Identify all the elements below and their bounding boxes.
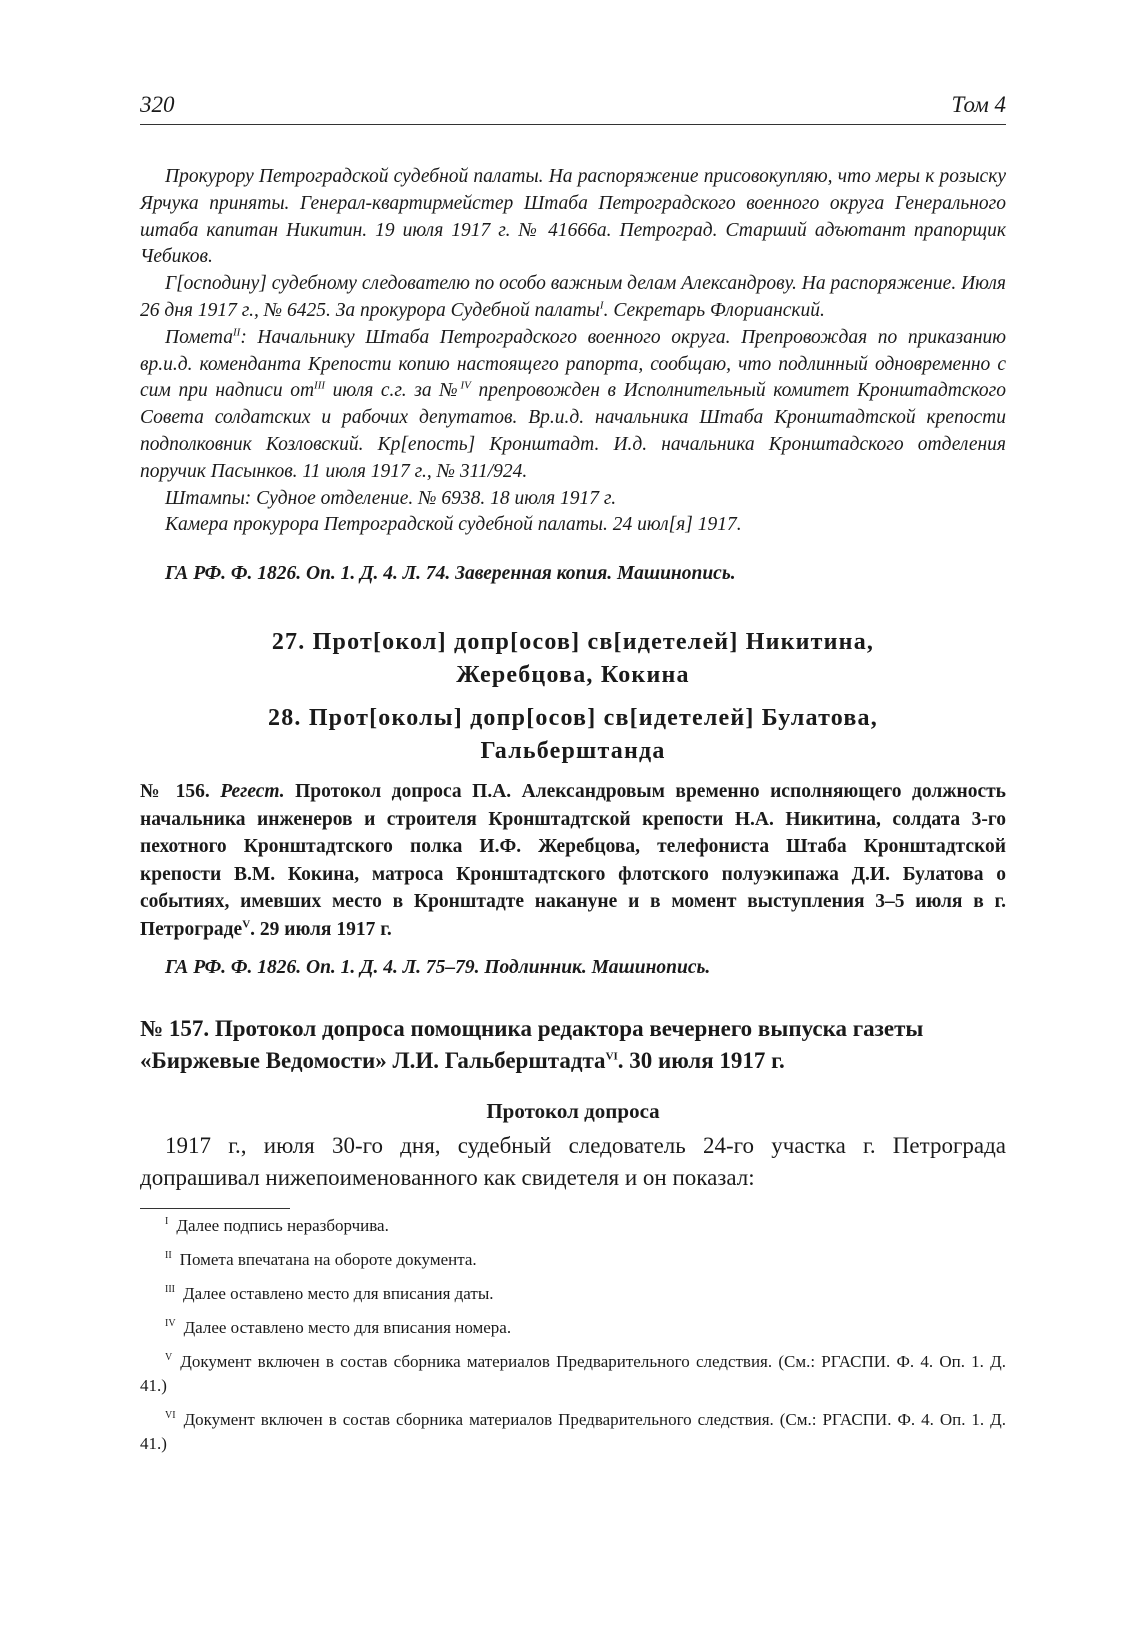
text: : Начальнику Штаба Петроградского военного округа. Препровождая по приказанию вр.и.д. коменданта Крепости копию настоящего рапорта, сообщаю, что подлинный одновременно с сим при надписи от xyxy=(140,326,1006,402)
heading-line: Жеребцова, Кокина xyxy=(456,662,690,688)
text: . 30 июля 1917 г. xyxy=(617,1048,785,1073)
text: Документ включен в состав сборника материалов Предварительного следствия. (См.: РГАСПИ. Ф. 4. Оп. 1. Д. 41.) xyxy=(140,1352,1006,1395)
footnotes xyxy=(140,1214,1006,1466)
footnote-divider xyxy=(140,1208,290,1209)
paragraph xyxy=(140,271,1006,325)
regest-label: Регест. xyxy=(220,781,285,802)
text: Камера прокурора Петроградской судебной палаты. 24 июл[я] 1917. xyxy=(165,514,742,536)
page-number: 320 xyxy=(140,92,175,117)
doc-number: № 156. xyxy=(140,781,221,802)
footnote-mark: III xyxy=(165,1284,175,1296)
footnote-ref: I xyxy=(599,299,604,312)
paragraph xyxy=(140,486,1006,513)
volume-label: Том 4 xyxy=(951,92,1006,117)
text: препровожден в Исполнительный комитет Кронштадтского Совета солдатских и рабочих депутатов. Вр.и.д. начальника Штаба Кронштадтской крепости подполковник Козловский. Кр[епость] Кронштадт. И.д. начальника Кронштадского отделения поручик Пасынков. 11 июля 1917 г., № 311/924. xyxy=(140,380,1007,482)
text: . Секретарь Флорианский. xyxy=(603,299,825,321)
footnote-ref: IV xyxy=(460,379,471,392)
footnote-ref: III xyxy=(314,379,326,392)
footnote-mark: V xyxy=(165,1352,173,1364)
paragraph xyxy=(140,164,1006,271)
text: Далее подпись неразборчива. xyxy=(176,1216,389,1235)
footnote-mark: I xyxy=(165,1216,169,1228)
footnote-mark: IV xyxy=(165,1318,176,1330)
footnote xyxy=(140,1214,1006,1238)
text: Далее оставлено место для вписания номера. xyxy=(183,1318,512,1337)
heading-line: Гальберштанда xyxy=(480,738,666,764)
heading-27 xyxy=(140,626,1006,692)
text: Помета xyxy=(165,326,234,348)
heading-line: 28. Прот[околы] допр[осов] св[идетелей] Булатова, xyxy=(268,705,878,731)
text: Протокол допроса П.А. Александровым временно исполняющего должность начальника инженеров и строителя Кронштадтской крепости Н.А. Никитина, солдата 3-го пехотного Кронштадтского полка И.Ф. Жеребцова, телефониста Штаба Кронштадтской крепости В.М. Кокина, матроса Кронштадтского флотского полуэкипажа Д.И. Булатова о событиях, имевших место в Кронштадте накануне и в момент выступления 3–5 июля в г. Петрограде xyxy=(140,781,1006,940)
text: Прокурору Петроградской судебной палаты. На распоряжение присовокупляю, что меры к розыску Ярчука приняты. Генерал-квартирмейстер Штаба Петроградского военного округа Генерального штаба капитан Никитин. 19 июля 1917 г. № 41666а. Петроград. Старший адъютант прапорщик Чебиков. xyxy=(140,166,1006,268)
archive-reference: ГА РФ. Ф. 1826. Оп. 1. Д. 4. Л. 75–79. Подлинник. Машинопись. xyxy=(165,957,711,978)
text: № 157. Протокол допроса помощника редактора вечернего выпуска газеты «Биржевые Ведомости» Л.И. Гальберштадта xyxy=(140,1016,924,1073)
document-title xyxy=(140,1013,1006,1077)
text: Помета впечатана на обороте документа. xyxy=(179,1250,477,1269)
footnote xyxy=(140,1282,1006,1306)
footnote-ref: VI xyxy=(605,1050,618,1063)
footnote-ref: II xyxy=(233,326,241,339)
text: Г[осподину] судебному следователю по особо важным делам Александрову. На распоряжение. Июля 26 дня 1917 г., № 6425. За прокурора Судебной палаты xyxy=(140,273,1006,321)
text: Документ включен в состав сборника материалов Предварительного следствия. (См.: РГАСПИ. Ф. 4. Оп. 1. Д. 41.) xyxy=(140,1410,1006,1453)
archive-reference: ГА РФ. Ф. 1826. Оп. 1. Д. 4. Л. 74. Заверенная копия. Машинопись. xyxy=(165,563,736,584)
paragraph xyxy=(140,512,1006,539)
text: Далее оставлено место для вписания даты. xyxy=(183,1284,494,1303)
footnote xyxy=(140,1316,1006,1340)
document-subtitle: Протокол допроса xyxy=(486,1099,660,1123)
body-text: 1917 г., июля 30-го дня, судебный следователь 24-го участка г. Петрограда допрашивал нижепоименованного как свидетеля и он показал: xyxy=(140,1133,1006,1190)
regest xyxy=(140,778,1006,943)
footnote xyxy=(140,1248,1006,1272)
heading-line: 27. Прот[окол] допр[осов] св[идетелей] Никитина, xyxy=(271,629,875,655)
text: . 29 июля 1917 г. xyxy=(250,918,392,940)
paragraph xyxy=(140,325,1006,486)
footnote xyxy=(140,1408,1006,1456)
footnote-mark: VI xyxy=(165,1410,176,1422)
footnote-mark: II xyxy=(165,1250,172,1262)
footnote xyxy=(140,1350,1006,1398)
heading-28 xyxy=(140,702,1006,768)
text: июля с.г. за № xyxy=(325,380,461,402)
running-header xyxy=(140,88,1006,125)
italic-notes xyxy=(140,164,1006,539)
text: Штампы: Судное отделение. № 6938. 18 июля 1917 г. xyxy=(165,487,617,509)
footnote-ref: V xyxy=(242,918,251,930)
